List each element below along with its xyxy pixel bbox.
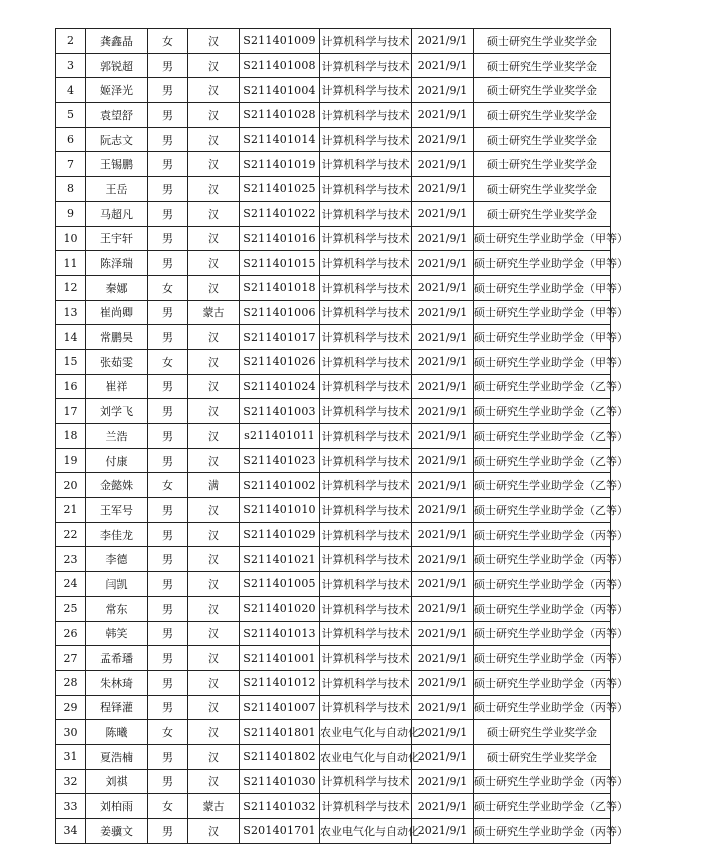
award-type-cell: 硕士研究生学业奖学金	[474, 744, 611, 769]
row-number-cell: 5	[56, 103, 86, 128]
student-id-cell: S211401026	[240, 349, 320, 374]
ethnicity-cell: 汉	[188, 695, 240, 720]
table-row	[56, 695, 611, 720]
student-name-cell: 刘柏雨	[86, 794, 148, 819]
major-cell: 计算机科学与技术	[320, 498, 412, 523]
student-name-cell: 陈曦	[86, 720, 148, 745]
student-name-cell: 刘学飞	[86, 399, 148, 424]
gender-cell: 男	[148, 670, 188, 695]
row-number-cell: 22	[56, 522, 86, 547]
major-cell: 计算机科学与技术	[320, 201, 412, 226]
table-row	[56, 596, 611, 621]
award-type-cell: 硕士研究生学业奖学金	[474, 78, 611, 103]
student-name-cell: 李佳龙	[86, 522, 148, 547]
ethnicity-cell: 汉	[188, 325, 240, 350]
student-id-cell: S201401701	[240, 819, 320, 844]
row-number-cell: 18	[56, 424, 86, 449]
enrollment-date-cell: 2021/9/1	[412, 621, 474, 646]
enrollment-date-cell: 2021/9/1	[412, 794, 474, 819]
enrollment-date-cell: 2021/9/1	[412, 251, 474, 276]
award-type-cell: 硕士研究生学业助学金（丙等）	[474, 522, 611, 547]
major-cell: 计算机科学与技术	[320, 226, 412, 251]
ethnicity-cell: 汉	[188, 226, 240, 251]
row-number-cell: 11	[56, 251, 86, 276]
award-type-cell: 硕士研究生学业助学金（乙等）	[474, 794, 611, 819]
student-id-cell: S211401001	[240, 646, 320, 671]
row-number-cell: 19	[56, 448, 86, 473]
student-id-cell: S211401014	[240, 127, 320, 152]
award-type-cell: 硕士研究生学业助学金（乙等）	[474, 498, 611, 523]
enrollment-date-cell: 2021/9/1	[412, 300, 474, 325]
enrollment-date-cell: 2021/9/1	[412, 769, 474, 794]
ethnicity-cell: 汉	[188, 127, 240, 152]
award-type-cell: 硕士研究生学业助学金（乙等）	[474, 448, 611, 473]
ethnicity-cell: 蒙古	[188, 300, 240, 325]
gender-cell: 男	[148, 596, 188, 621]
student-name-cell: 姜骥文	[86, 819, 148, 844]
student-name-cell: 阮志文	[86, 127, 148, 152]
row-number-cell: 10	[56, 226, 86, 251]
ethnicity-cell: 汉	[188, 547, 240, 572]
student-name-cell: 姬泽光	[86, 78, 148, 103]
student-id-cell: S211401018	[240, 275, 320, 300]
enrollment-date-cell: 2021/9/1	[412, 374, 474, 399]
ethnicity-cell: 汉	[188, 621, 240, 646]
gender-cell: 女	[148, 275, 188, 300]
student-id-cell: S211401801	[240, 720, 320, 745]
award-type-cell: 硕士研究生学业奖学金	[474, 53, 611, 78]
table-row	[56, 325, 611, 350]
award-roster-table	[55, 28, 628, 844]
enrollment-date-cell: 2021/9/1	[412, 522, 474, 547]
enrollment-date-cell: 2021/9/1	[412, 819, 474, 844]
student-id-cell: S211401004	[240, 78, 320, 103]
major-cell: 计算机科学与技术	[320, 275, 412, 300]
ethnicity-cell: 汉	[188, 720, 240, 745]
row-number-cell: 14	[56, 325, 86, 350]
award-type-cell: 硕士研究生学业助学金（甲等）	[474, 226, 611, 251]
award-type-cell: 硕士研究生学业奖学金	[474, 720, 611, 745]
award-type-cell: 硕士研究生学业助学金（丙等）	[474, 769, 611, 794]
table-row	[56, 744, 611, 769]
student-name-cell: 袁望舒	[86, 103, 148, 128]
table-row	[56, 547, 611, 572]
ethnicity-cell: 汉	[188, 744, 240, 769]
row-number-cell: 7	[56, 152, 86, 177]
row-number-cell: 9	[56, 201, 86, 226]
student-id-cell: S211401013	[240, 621, 320, 646]
gender-cell: 男	[148, 498, 188, 523]
student-id-cell: S211401029	[240, 522, 320, 547]
table-row	[56, 349, 611, 374]
student-id-cell: S211401019	[240, 152, 320, 177]
table-row	[56, 78, 611, 103]
major-cell: 计算机科学与技术	[320, 399, 412, 424]
student-id-cell: S211401028	[240, 103, 320, 128]
row-number-cell: 26	[56, 621, 86, 646]
enrollment-date-cell: 2021/9/1	[412, 424, 474, 449]
major-cell: 计算机科学与技术	[320, 547, 412, 572]
table-row	[56, 646, 611, 671]
row-number-cell: 24	[56, 572, 86, 597]
award-type-cell: 硕士研究生学业助学金（乙等）	[474, 399, 611, 424]
major-cell: 计算机科学与技术	[320, 794, 412, 819]
gender-cell: 男	[148, 424, 188, 449]
gender-cell: 女	[148, 794, 188, 819]
major-cell: 计算机科学与技术	[320, 349, 412, 374]
ethnicity-cell: 汉	[188, 251, 240, 276]
student-name-cell: 常鹏昊	[86, 325, 148, 350]
gender-cell: 男	[148, 769, 188, 794]
student-id-cell: S211401017	[240, 325, 320, 350]
gender-cell: 女	[148, 29, 188, 54]
enrollment-date-cell: 2021/9/1	[412, 349, 474, 374]
ethnicity-cell: 汉	[188, 275, 240, 300]
table-row	[56, 152, 611, 177]
student-name-cell: 夏浩楠	[86, 744, 148, 769]
student-name-cell: 程铎灌	[86, 695, 148, 720]
award-type-cell: 硕士研究生学业助学金（乙等）	[474, 424, 611, 449]
table-row	[56, 498, 611, 523]
ethnicity-cell: 汉	[188, 349, 240, 374]
table-row	[56, 399, 611, 424]
ethnicity-cell: 蒙古	[188, 794, 240, 819]
gender-cell: 男	[148, 572, 188, 597]
gender-cell: 男	[148, 78, 188, 103]
enrollment-date-cell: 2021/9/1	[412, 29, 474, 54]
roster-body	[56, 29, 628, 844]
student-name-cell: 王锡鹏	[86, 152, 148, 177]
table-row	[56, 448, 611, 473]
enrollment-date-cell: 2021/9/1	[412, 572, 474, 597]
award-type-cell: 硕士研究生学业助学金（甲等）	[474, 275, 611, 300]
enrollment-date-cell: 2021/9/1	[412, 596, 474, 621]
table-row	[56, 522, 611, 547]
student-id-cell: S211401010	[240, 498, 320, 523]
gender-cell: 男	[148, 547, 188, 572]
row-number-cell: 2	[56, 29, 86, 54]
student-name-cell: 张茹雯	[86, 349, 148, 374]
row-number-cell: 21	[56, 498, 86, 523]
gender-cell: 男	[148, 201, 188, 226]
enrollment-date-cell: 2021/9/1	[412, 152, 474, 177]
award-type-cell: 硕士研究生学业奖学金	[474, 29, 611, 54]
gender-cell: 男	[148, 300, 188, 325]
enrollment-date-cell: 2021/9/1	[412, 695, 474, 720]
gender-cell: 女	[148, 720, 188, 745]
student-id-cell: S211401022	[240, 201, 320, 226]
table-row	[56, 29, 611, 54]
gender-cell: 男	[148, 621, 188, 646]
table-row	[56, 251, 611, 276]
ethnicity-cell: 汉	[188, 646, 240, 671]
table-row	[56, 670, 611, 695]
student-id-cell: S211401003	[240, 399, 320, 424]
gender-cell: 男	[148, 177, 188, 202]
ethnicity-cell: 汉	[188, 53, 240, 78]
row-number-cell: 3	[56, 53, 86, 78]
student-name-cell: 刘祺	[86, 769, 148, 794]
table-row	[56, 819, 611, 844]
award-type-cell: 硕士研究生学业助学金（丙等）	[474, 819, 611, 844]
award-type-cell: 硕士研究生学业助学金（乙等）	[474, 473, 611, 498]
student-name-cell: 付康	[86, 448, 148, 473]
student-id-cell: S211401002	[240, 473, 320, 498]
ethnicity-cell: 汉	[188, 103, 240, 128]
major-cell: 计算机科学与技术	[320, 325, 412, 350]
table-row	[56, 794, 611, 819]
enrollment-date-cell: 2021/9/1	[412, 103, 474, 128]
table-row	[56, 53, 611, 78]
table-row	[56, 572, 611, 597]
student-id-cell: S211401006	[240, 300, 320, 325]
award-type-cell: 硕士研究生学业奖学金	[474, 103, 611, 128]
student-id-cell: S211401005	[240, 572, 320, 597]
student-name-cell: 王岳	[86, 177, 148, 202]
ethnicity-cell: 汉	[188, 522, 240, 547]
gender-cell: 男	[148, 695, 188, 720]
gender-cell: 男	[148, 251, 188, 276]
table-row	[56, 374, 611, 399]
major-cell: 计算机科学与技术	[320, 695, 412, 720]
ethnicity-cell: 汉	[188, 448, 240, 473]
ethnicity-cell: 汉	[188, 596, 240, 621]
major-cell: 计算机科学与技术	[320, 29, 412, 54]
enrollment-date-cell: 2021/9/1	[412, 325, 474, 350]
student-name-cell: 金懿姝	[86, 473, 148, 498]
major-cell: 计算机科学与技术	[320, 448, 412, 473]
major-cell: 农业电气化与自动化	[320, 744, 412, 769]
table-row	[56, 275, 611, 300]
major-cell: 计算机科学与技术	[320, 103, 412, 128]
award-type-cell: 硕士研究生学业助学金（丙等）	[474, 670, 611, 695]
gender-cell: 男	[148, 646, 188, 671]
ethnicity-cell: 汉	[188, 498, 240, 523]
row-number-cell: 32	[56, 769, 86, 794]
student-name-cell: 孟希璠	[86, 646, 148, 671]
row-number-cell: 8	[56, 177, 86, 202]
major-cell: 计算机科学与技术	[320, 522, 412, 547]
enrollment-date-cell: 2021/9/1	[412, 744, 474, 769]
ethnicity-cell: 汉	[188, 670, 240, 695]
major-cell: 农业电气化与自动化	[320, 720, 412, 745]
award-type-cell: 硕士研究生学业奖学金	[474, 177, 611, 202]
award-type-cell: 硕士研究生学业奖学金	[474, 152, 611, 177]
ethnicity-cell: 满	[188, 473, 240, 498]
gender-cell: 男	[148, 399, 188, 424]
ethnicity-cell: 汉	[188, 399, 240, 424]
major-cell: 计算机科学与技术	[320, 621, 412, 646]
student-id-cell: s211401011	[240, 424, 320, 449]
major-cell: 计算机科学与技术	[320, 670, 412, 695]
student-name-cell: 崔祥	[86, 374, 148, 399]
gender-cell: 男	[148, 448, 188, 473]
table-row	[56, 300, 611, 325]
row-number-cell: 31	[56, 744, 86, 769]
student-name-cell: 郭锐超	[86, 53, 148, 78]
ethnicity-cell: 汉	[188, 374, 240, 399]
major-cell: 计算机科学与技术	[320, 300, 412, 325]
student-id-cell: S211401007	[240, 695, 320, 720]
enrollment-date-cell: 2021/9/1	[412, 177, 474, 202]
enrollment-date-cell: 2021/9/1	[412, 473, 474, 498]
major-cell: 计算机科学与技术	[320, 152, 412, 177]
award-type-cell: 硕士研究生学业助学金（丙等）	[474, 572, 611, 597]
gender-cell: 男	[148, 127, 188, 152]
ethnicity-cell: 汉	[188, 572, 240, 597]
row-number-cell: 4	[56, 78, 86, 103]
gender-cell: 女	[148, 473, 188, 498]
gender-cell: 女	[148, 349, 188, 374]
ethnicity-cell: 汉	[188, 78, 240, 103]
table-row	[56, 103, 611, 128]
table-row	[56, 127, 611, 152]
student-name-cell: 王宇轩	[86, 226, 148, 251]
student-id-cell: S211401008	[240, 53, 320, 78]
student-id-cell: S211401023	[240, 448, 320, 473]
major-cell: 计算机科学与技术	[320, 473, 412, 498]
major-cell: 计算机科学与技术	[320, 53, 412, 78]
row-number-cell: 34	[56, 819, 86, 844]
row-number-cell: 27	[56, 646, 86, 671]
award-type-cell: 硕士研究生学业助学金（甲等）	[474, 349, 611, 374]
student-name-cell: 王军号	[86, 498, 148, 523]
enrollment-date-cell: 2021/9/1	[412, 399, 474, 424]
award-type-cell: 硕士研究生学业助学金（丙等）	[474, 695, 611, 720]
ethnicity-cell: 汉	[188, 201, 240, 226]
enrollment-date-cell: 2021/9/1	[412, 498, 474, 523]
table-row	[56, 226, 611, 251]
student-id-cell: S211401015	[240, 251, 320, 276]
award-type-cell: 硕士研究生学业助学金（丙等）	[474, 547, 611, 572]
student-id-cell: S211401016	[240, 226, 320, 251]
major-cell: 计算机科学与技术	[320, 769, 412, 794]
table-row	[56, 177, 611, 202]
major-cell: 计算机科学与技术	[320, 127, 412, 152]
row-number-cell: 16	[56, 374, 86, 399]
student-name-cell: 朱林琦	[86, 670, 148, 695]
student-name-cell: 陈泽瑞	[86, 251, 148, 276]
row-number-cell: 20	[56, 473, 86, 498]
award-type-cell: 硕士研究生学业助学金（甲等）	[474, 325, 611, 350]
gender-cell: 男	[148, 103, 188, 128]
student-name-cell: 马超凡	[86, 201, 148, 226]
award-type-cell: 硕士研究生学业助学金（乙等）	[474, 374, 611, 399]
ethnicity-cell: 汉	[188, 152, 240, 177]
enrollment-date-cell: 2021/9/1	[412, 275, 474, 300]
gender-cell: 男	[148, 744, 188, 769]
gender-cell: 男	[148, 152, 188, 177]
ethnicity-cell: 汉	[188, 769, 240, 794]
student-name-cell: 崔尚卿	[86, 300, 148, 325]
row-number-cell: 29	[56, 695, 86, 720]
gender-cell: 男	[148, 522, 188, 547]
student-id-cell: S211401030	[240, 769, 320, 794]
award-type-cell: 硕士研究生学业助学金（甲等）	[474, 300, 611, 325]
student-name-cell: 闫凯	[86, 572, 148, 597]
student-name-cell: 韩笑	[86, 621, 148, 646]
gender-cell: 男	[148, 53, 188, 78]
row-number-cell: 23	[56, 547, 86, 572]
gender-cell: 男	[148, 819, 188, 844]
table-row	[56, 769, 611, 794]
table-row	[56, 201, 611, 226]
enrollment-date-cell: 2021/9/1	[412, 670, 474, 695]
row-number-cell: 12	[56, 275, 86, 300]
ethnicity-cell: 汉	[188, 424, 240, 449]
student-id-cell: S211401024	[240, 374, 320, 399]
award-type-cell: 硕士研究生学业助学金（丙等）	[474, 646, 611, 671]
student-name-cell: 常东	[86, 596, 148, 621]
enrollment-date-cell: 2021/9/1	[412, 547, 474, 572]
award-type-cell: 硕士研究生学业奖学金	[474, 127, 611, 152]
award-type-cell: 硕士研究生学业助学金（丙等）	[474, 621, 611, 646]
row-number-cell: 25	[56, 596, 86, 621]
enrollment-date-cell: 2021/9/1	[412, 720, 474, 745]
row-number-cell: 28	[56, 670, 86, 695]
major-cell: 计算机科学与技术	[320, 251, 412, 276]
ethnicity-cell: 汉	[188, 29, 240, 54]
gender-cell: 男	[148, 226, 188, 251]
student-id-cell: S211401021	[240, 547, 320, 572]
gender-cell: 男	[148, 374, 188, 399]
award-type-cell: 硕士研究生学业奖学金	[474, 201, 611, 226]
table-row	[56, 720, 611, 745]
enrollment-date-cell: 2021/9/1	[412, 127, 474, 152]
ethnicity-cell: 汉	[188, 177, 240, 202]
ethnicity-cell: 汉	[188, 819, 240, 844]
major-cell: 计算机科学与技术	[320, 78, 412, 103]
major-cell: 农业电气化与自动化	[320, 819, 412, 844]
student-id-cell: S211401012	[240, 670, 320, 695]
table-row	[56, 473, 611, 498]
table-row	[56, 424, 611, 449]
student-id-cell: S211401802	[240, 744, 320, 769]
enrollment-date-cell: 2021/9/1	[412, 53, 474, 78]
major-cell: 计算机科学与技术	[320, 177, 412, 202]
award-type-cell: 硕士研究生学业助学金（甲等）	[474, 251, 611, 276]
student-id-cell: S211401025	[240, 177, 320, 202]
row-number-cell: 30	[56, 720, 86, 745]
enrollment-date-cell: 2021/9/1	[412, 201, 474, 226]
major-cell: 计算机科学与技术	[320, 374, 412, 399]
student-id-cell: S211401009	[240, 29, 320, 54]
table-row	[56, 621, 611, 646]
student-name-cell: 秦娜	[86, 275, 148, 300]
row-number-cell: 33	[56, 794, 86, 819]
enrollment-date-cell: 2021/9/1	[412, 448, 474, 473]
gender-cell: 男	[148, 325, 188, 350]
enrollment-date-cell: 2021/9/1	[412, 78, 474, 103]
major-cell: 计算机科学与技术	[320, 646, 412, 671]
row-number-cell: 6	[56, 127, 86, 152]
enrollment-date-cell: 2021/9/1	[412, 226, 474, 251]
student-name-cell: 兰浩	[86, 424, 148, 449]
award-type-cell: 硕士研究生学业助学金（丙等）	[474, 596, 611, 621]
student-id-cell: S211401032	[240, 794, 320, 819]
student-name-cell: 龚鑫晶	[86, 29, 148, 54]
student-name-cell: 李德	[86, 547, 148, 572]
enrollment-date-cell: 2021/9/1	[412, 646, 474, 671]
student-id-cell: S211401020	[240, 596, 320, 621]
major-cell: 计算机科学与技术	[320, 572, 412, 597]
row-number-cell: 15	[56, 349, 86, 374]
row-number-cell: 13	[56, 300, 86, 325]
major-cell: 计算机科学与技术	[320, 596, 412, 621]
major-cell: 计算机科学与技术	[320, 424, 412, 449]
row-number-cell: 17	[56, 399, 86, 424]
